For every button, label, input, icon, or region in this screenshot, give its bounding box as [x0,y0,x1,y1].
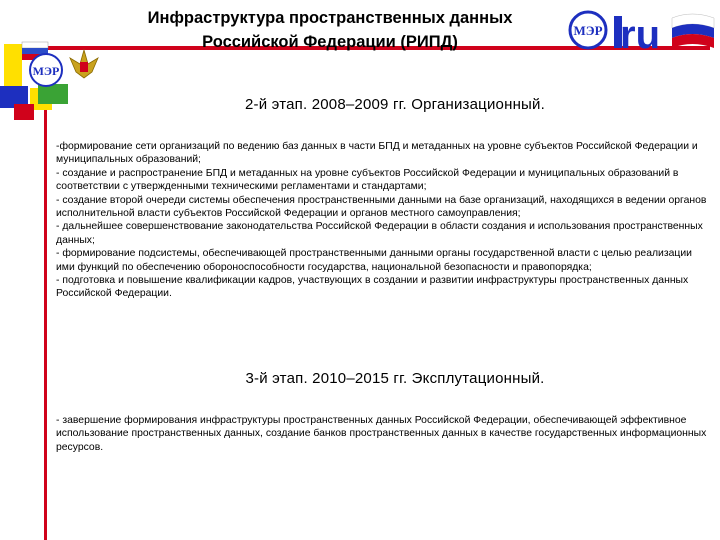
ru-logo [568,6,718,54]
stage2-item: -формирование сети организаций по ведению баз данных в части БПД и метаданных на уровне субъектов Российской Федерации и муниципальных образований; [56,141,698,166]
ru-logo-text: ru [620,13,660,54]
stage2-body [56,140,712,301]
stage3-body [56,414,712,454]
stage2-item: - формирование подсистемы, обеспечивающей пространственными данными органы государственной власти с целью реализации ими функций по обеспечению обороноспособности государства, национальной безопасности и правопорядка; [56,248,692,273]
title-line-2: Российской Федерации (РИПД) [202,33,458,51]
stage2-item: - подготовка и повышение квалификации кадров, участвующих в создании и развитии инфраструктуры пространственных данных Российской Федерации. [56,275,689,300]
stage2-item: - дальнейшее совершенствование законодательства Российской Федерации в области создания и использования пространственных данных; [56,221,703,246]
stage3-item: - завершение формирования инфраструктуры пространственных данных Российской Федерации, обеспечивающей эффективное использование пространственных данных, создание банков пространственных данных в качестве государственных информационных ресурсов. [56,415,707,453]
stage2-item: - создание и распространение БПД и метаданных на уровне субъектов Российской Федерации и муниципальных образований в соответствии с утвержденными техническими регламентами и стандартами; [56,167,679,193]
stage2-title: 2-й этап. 2008–2009 гг. Организационный. [245,96,545,113]
red-block [14,104,34,120]
left-divider [44,56,47,540]
stage3-title: 3-й этап. 2010–2015 гг. Эксплутационный. [245,370,545,387]
svg-text:МЭР: МЭР [573,23,603,38]
page-title [100,6,560,54]
svg-text:МЭР: МЭР [32,64,60,78]
title-line-1: Инфраструктура пространственных данных [147,9,513,27]
stage2-item: - создание второй очереди системы обеспечения пространственными данными на базе организаций, находящихся в ведении органов исполнительной власти субъектов Российской Федерации и органов местного самоуправления; [56,194,707,220]
ministry-emblem [18,40,108,96]
